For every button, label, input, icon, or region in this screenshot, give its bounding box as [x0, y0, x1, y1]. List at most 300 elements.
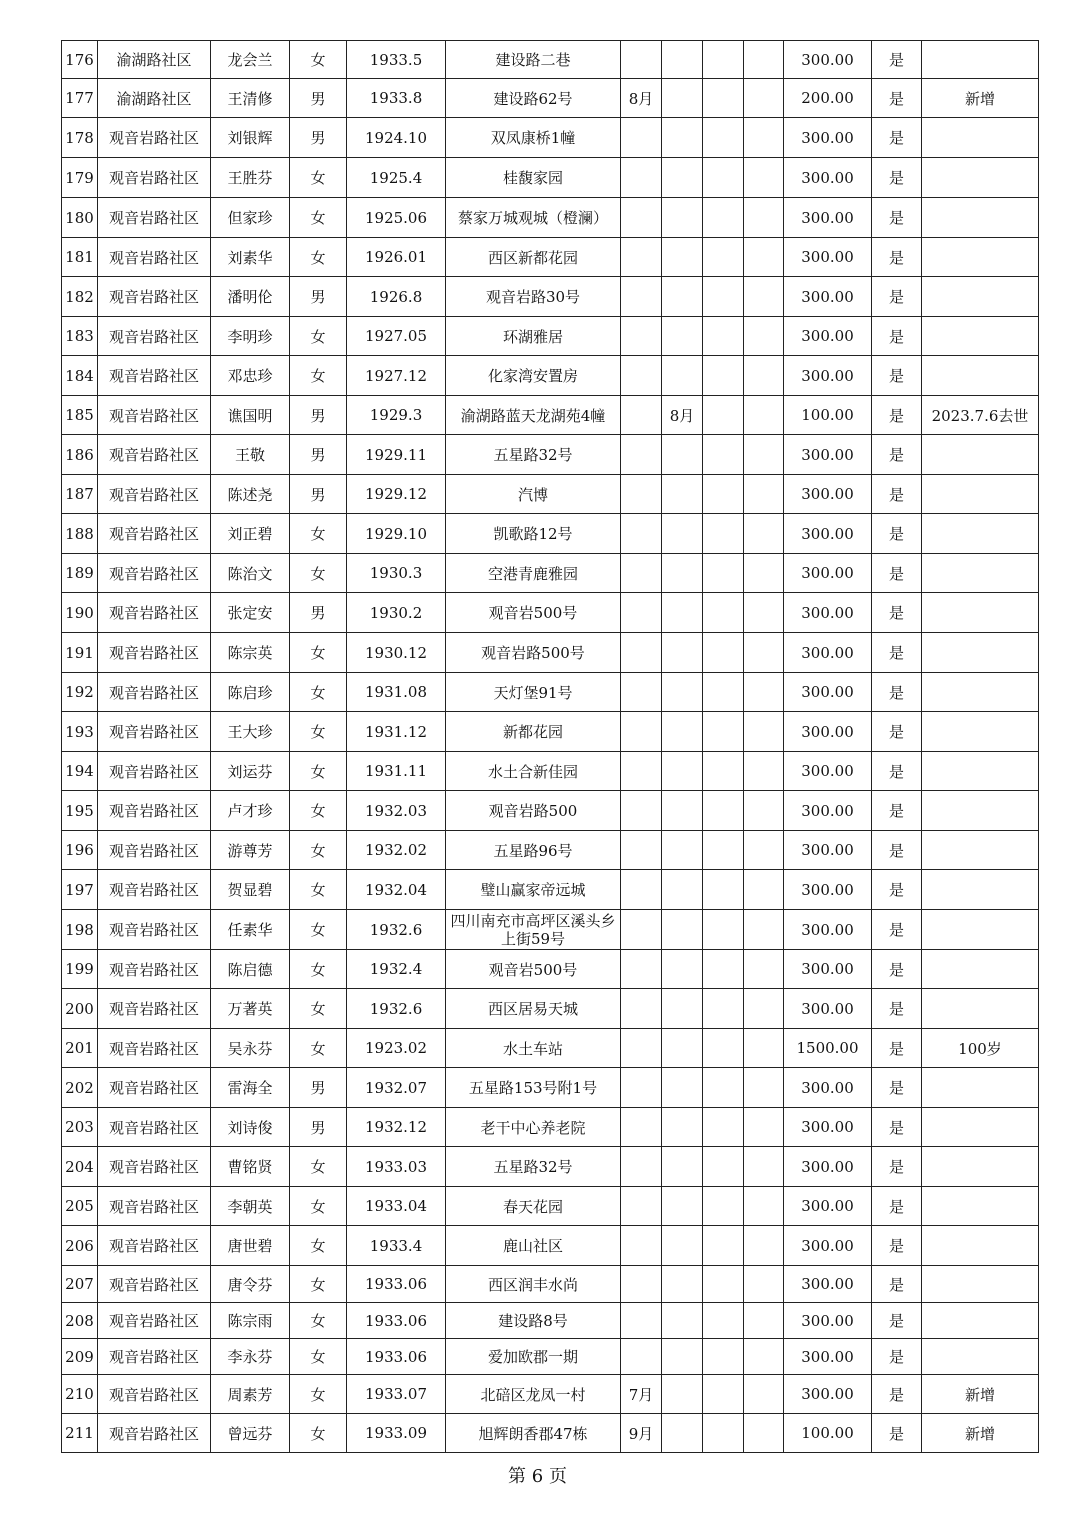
cell-remark: [922, 1187, 1039, 1226]
cell-row-number: 176: [62, 41, 98, 79]
cell-community: 观音岩路社区: [98, 238, 211, 277]
cell-start-month: [621, 1108, 662, 1147]
cell-col-9: [703, 1068, 744, 1108]
cell-stop-month: [662, 633, 703, 673]
cell-remark: 100岁: [922, 1029, 1039, 1068]
cell-subsidy-amount: 300.00: [784, 1303, 872, 1339]
cell-col-10: [744, 989, 784, 1029]
cell-community: 观音岩路社区: [98, 712, 211, 752]
cell-address: 西区润丰水尚: [446, 1266, 621, 1303]
cell-col-9: [703, 712, 744, 752]
cell-birth-date: 1933.4: [347, 1226, 446, 1266]
cell-name: 卢才珍: [211, 791, 290, 831]
table-row: [62, 317, 1039, 356]
cell-col-10: [744, 791, 784, 831]
cell-gender: 女: [290, 317, 347, 356]
cell-name: 邓忠珍: [211, 356, 290, 396]
cell-remark: [922, 435, 1039, 475]
cell-eligible: 是: [872, 1266, 922, 1303]
cell-eligible: 是: [872, 1108, 922, 1147]
cell-address: 双凤康桥1幢: [446, 118, 621, 158]
cell-row-number: 198: [62, 910, 98, 950]
cell-col-10: [744, 118, 784, 158]
table-row: [62, 673, 1039, 712]
cell-subsidy-amount: 300.00: [784, 514, 872, 554]
cell-start-month: [621, 41, 662, 79]
cell-remark: [922, 593, 1039, 633]
cell-eligible: 是: [872, 593, 922, 633]
cell-community: 观音岩路社区: [98, 1147, 211, 1187]
cell-stop-month: [662, 950, 703, 989]
table-row: [62, 198, 1039, 238]
cell-community: 观音岩路社区: [98, 1029, 211, 1068]
cell-subsidy-amount: 300.00: [784, 118, 872, 158]
page-number-footer: 第 6 页: [508, 1466, 567, 1487]
cell-community: 观音岩路社区: [98, 1108, 211, 1147]
table-row: [62, 238, 1039, 277]
cell-row-number: 181: [62, 238, 98, 277]
cell-eligible: 是: [872, 238, 922, 277]
cell-subsidy-amount: 300.00: [784, 277, 872, 317]
table-row: [62, 514, 1039, 554]
table-row: [62, 1375, 1039, 1414]
cell-col-10: [744, 1068, 784, 1108]
cell-col-10: [744, 1108, 784, 1147]
cell-gender: 女: [290, 514, 347, 554]
cell-subsidy-amount: 1500.00: [784, 1029, 872, 1068]
cell-name: 刘素华: [211, 238, 290, 277]
cell-address: 凯歌路12号: [446, 514, 621, 554]
cell-subsidy-amount: 300.00: [784, 238, 872, 277]
cell-birth-date: 1933.04: [347, 1187, 446, 1226]
cell-eligible: 是: [872, 870, 922, 910]
cell-eligible: 是: [872, 41, 922, 79]
cell-row-number: 184: [62, 356, 98, 396]
cell-gender: 女: [290, 791, 347, 831]
cell-start-month: 7月: [621, 1375, 662, 1414]
cell-col-9: [703, 198, 744, 238]
cell-start-month: [621, 633, 662, 673]
cell-name: 张定安: [211, 593, 290, 633]
cell-start-month: [621, 673, 662, 712]
cell-birth-date: 1933.5: [347, 41, 446, 79]
cell-name: 游尊芳: [211, 831, 290, 870]
cell-name: 陈启珍: [211, 673, 290, 712]
cell-name: 吴永芬: [211, 1029, 290, 1068]
cell-address: 五星路96号: [446, 831, 621, 870]
cell-col-9: [703, 396, 744, 435]
cell-stop-month: [662, 593, 703, 633]
cell-remark: [922, 238, 1039, 277]
cell-community: 观音岩路社区: [98, 198, 211, 238]
table-row: [62, 41, 1039, 79]
cell-address: 水土车站: [446, 1029, 621, 1068]
cell-start-month: [621, 158, 662, 198]
cell-col-10: [744, 1303, 784, 1339]
cell-start-month: [621, 277, 662, 317]
cell-gender: 男: [290, 118, 347, 158]
cell-col-10: [744, 633, 784, 673]
cell-col-9: [703, 1339, 744, 1375]
cell-remark: [922, 791, 1039, 831]
cell-col-9: [703, 1414, 744, 1453]
cell-col-10: [744, 752, 784, 791]
cell-col-9: [703, 435, 744, 475]
cell-start-month: [621, 989, 662, 1029]
cell-col-10: [744, 950, 784, 989]
table-row: [62, 475, 1039, 514]
cell-remark: [922, 1068, 1039, 1108]
cell-start-month: [621, 1068, 662, 1108]
cell-gender: 男: [290, 593, 347, 633]
cell-remark: 新增: [922, 1375, 1039, 1414]
cell-row-number: 190: [62, 593, 98, 633]
cell-col-10: [744, 910, 784, 950]
cell-community: 观音岩路社区: [98, 633, 211, 673]
cell-birth-date: 1925.4: [347, 158, 446, 198]
table-row: [62, 554, 1039, 593]
cell-eligible: 是: [872, 712, 922, 752]
cell-subsidy-amount: 300.00: [784, 633, 872, 673]
cell-subsidy-amount: 300.00: [784, 989, 872, 1029]
cell-eligible: 是: [872, 1226, 922, 1266]
cell-start-month: [621, 791, 662, 831]
cell-stop-month: [662, 198, 703, 238]
cell-subsidy-amount: 300.00: [784, 475, 872, 514]
cell-name: 陈述尧: [211, 475, 290, 514]
table-row: [62, 1266, 1039, 1303]
cell-col-9: [703, 79, 744, 118]
cell-col-9: [703, 1187, 744, 1226]
cell-name: 王敬: [211, 435, 290, 475]
cell-start-month: [621, 910, 662, 950]
cell-col-10: [744, 673, 784, 712]
cell-col-10: [744, 1147, 784, 1187]
cell-stop-month: [662, 752, 703, 791]
cell-eligible: 是: [872, 633, 922, 673]
cell-remark: [922, 1226, 1039, 1266]
cell-gender: 女: [290, 198, 347, 238]
cell-gender: 女: [290, 673, 347, 712]
table-row: [62, 1029, 1039, 1068]
cell-gender: 男: [290, 475, 347, 514]
cell-community: 观音岩路社区: [98, 870, 211, 910]
cell-col-9: [703, 514, 744, 554]
table-row: [62, 435, 1039, 475]
cell-gender: 女: [290, 831, 347, 870]
cell-birth-date: 1931.11: [347, 752, 446, 791]
cell-stop-month: [662, 514, 703, 554]
cell-remark: [922, 198, 1039, 238]
cell-start-month: [621, 1303, 662, 1339]
table-row: [62, 950, 1039, 989]
cell-remark: [922, 1147, 1039, 1187]
cell-birth-date: 1932.03: [347, 791, 446, 831]
cell-address: 鹿山社区: [446, 1226, 621, 1266]
cell-col-9: [703, 673, 744, 712]
cell-col-9: [703, 277, 744, 317]
cell-name: 陈宗雨: [211, 1303, 290, 1339]
cell-address: 观音岩路30号: [446, 277, 621, 317]
cell-community: 观音岩路社区: [98, 158, 211, 198]
cell-row-number: 189: [62, 554, 98, 593]
cell-start-month: [621, 870, 662, 910]
cell-community: 观音岩路社区: [98, 1339, 211, 1375]
table-row: [62, 910, 1039, 950]
cell-remark: 新增: [922, 79, 1039, 118]
cell-name: 陈启德: [211, 950, 290, 989]
cell-start-month: [621, 1147, 662, 1187]
cell-start-month: [621, 198, 662, 238]
cell-col-10: [744, 356, 784, 396]
cell-col-9: [703, 593, 744, 633]
cell-col-9: [703, 238, 744, 277]
cell-community: 观音岩路社区: [98, 356, 211, 396]
cell-community: 观音岩路社区: [98, 989, 211, 1029]
cell-gender: 男: [290, 1108, 347, 1147]
cell-stop-month: [662, 317, 703, 356]
cell-start-month: [621, 1226, 662, 1266]
cell-gender: 女: [290, 41, 347, 79]
cell-start-month: [621, 514, 662, 554]
table-row: [62, 1147, 1039, 1187]
cell-address: 西区新都花园: [446, 238, 621, 277]
cell-name: 潘明伦: [211, 277, 290, 317]
cell-gender: 男: [290, 435, 347, 475]
cell-subsidy-amount: 300.00: [784, 1147, 872, 1187]
cell-address: 环湖雅居: [446, 317, 621, 356]
cell-birth-date: 1932.6: [347, 989, 446, 1029]
cell-remark: [922, 158, 1039, 198]
cell-address: 水土合新佳园: [446, 752, 621, 791]
cell-name: 周素芳: [211, 1375, 290, 1414]
cell-row-number: 210: [62, 1375, 98, 1414]
pension-roster-table: [61, 40, 1039, 1453]
cell-community: 观音岩路社区: [98, 1303, 211, 1339]
cell-start-month: [621, 554, 662, 593]
table-row: [62, 712, 1039, 752]
cell-subsidy-amount: 300.00: [784, 673, 872, 712]
table-row: [62, 277, 1039, 317]
cell-remark: [922, 950, 1039, 989]
cell-birth-date: 1930.12: [347, 633, 446, 673]
cell-gender: 女: [290, 1339, 347, 1375]
cell-col-9: [703, 950, 744, 989]
cell-birth-date: 1932.02: [347, 831, 446, 870]
cell-row-number: 211: [62, 1414, 98, 1453]
cell-col-9: [703, 791, 744, 831]
cell-col-10: [744, 1414, 784, 1453]
cell-gender: 女: [290, 752, 347, 791]
cell-start-month: [621, 396, 662, 435]
cell-remark: 2023.7.6去世: [922, 396, 1039, 435]
cell-remark: [922, 1108, 1039, 1147]
cell-row-number: 191: [62, 633, 98, 673]
cell-birth-date: 1932.6: [347, 910, 446, 950]
cell-row-number: 200: [62, 989, 98, 1029]
cell-gender: 女: [290, 356, 347, 396]
cell-name: 刘运芬: [211, 752, 290, 791]
cell-subsidy-amount: 300.00: [784, 41, 872, 79]
cell-birth-date: 1931.12: [347, 712, 446, 752]
cell-start-month: [621, 752, 662, 791]
cell-col-10: [744, 514, 784, 554]
cell-birth-date: 1923.02: [347, 1029, 446, 1068]
cell-stop-month: [662, 791, 703, 831]
cell-stop-month: [662, 1029, 703, 1068]
cell-remark: [922, 41, 1039, 79]
cell-address: 天灯堡91号: [446, 673, 621, 712]
cell-stop-month: [662, 1414, 703, 1453]
cell-remark: [922, 1266, 1039, 1303]
cell-col-9: [703, 870, 744, 910]
cell-birth-date: 1927.05: [347, 317, 446, 356]
cell-eligible: 是: [872, 317, 922, 356]
cell-col-10: [744, 475, 784, 514]
cell-gender: 女: [290, 1414, 347, 1453]
cell-name: 王胜芬: [211, 158, 290, 198]
cell-col-10: [744, 1375, 784, 1414]
cell-col-9: [703, 1303, 744, 1339]
cell-start-month: [621, 118, 662, 158]
cell-eligible: 是: [872, 1375, 922, 1414]
table-row: [62, 989, 1039, 1029]
cell-birth-date: 1927.12: [347, 356, 446, 396]
cell-birth-date: 1931.08: [347, 673, 446, 712]
cell-address: 老干中心养老院: [446, 1108, 621, 1147]
cell-stop-month: [662, 831, 703, 870]
cell-subsidy-amount: 300.00: [784, 435, 872, 475]
cell-name: 王清修: [211, 79, 290, 118]
cell-stop-month: [662, 1068, 703, 1108]
table-row: [62, 1303, 1039, 1339]
cell-gender: 女: [290, 910, 347, 950]
table-row: [62, 79, 1039, 118]
cell-remark: [922, 317, 1039, 356]
cell-community: 观音岩路社区: [98, 752, 211, 791]
table-row: [62, 752, 1039, 791]
cell-stop-month: [662, 1339, 703, 1375]
cell-remark: [922, 712, 1039, 752]
cell-subsidy-amount: 300.00: [784, 752, 872, 791]
cell-col-10: [744, 41, 784, 79]
cell-birth-date: 1929.10: [347, 514, 446, 554]
cell-remark: [922, 356, 1039, 396]
cell-name: 刘诗俊: [211, 1108, 290, 1147]
cell-eligible: 是: [872, 396, 922, 435]
cell-address: 五星路32号: [446, 435, 621, 475]
cell-start-month: 9月: [621, 1414, 662, 1453]
cell-eligible: 是: [872, 950, 922, 989]
cell-remark: [922, 277, 1039, 317]
cell-eligible: 是: [872, 1068, 922, 1108]
cell-col-9: [703, 1147, 744, 1187]
cell-name: 王大珍: [211, 712, 290, 752]
cell-birth-date: 1926.01: [347, 238, 446, 277]
cell-birth-date: 1932.12: [347, 1108, 446, 1147]
table-row: [62, 396, 1039, 435]
cell-address: 五星路153号附1号: [446, 1068, 621, 1108]
cell-row-number: 180: [62, 198, 98, 238]
cell-gender: 女: [290, 1147, 347, 1187]
cell-address: 渝湖路蓝天龙湖苑4幢: [446, 396, 621, 435]
cell-name: 刘正碧: [211, 514, 290, 554]
cell-eligible: 是: [872, 1339, 922, 1375]
cell-gender: 女: [290, 158, 347, 198]
cell-address: 汽博: [446, 475, 621, 514]
table-row: [62, 1414, 1039, 1453]
cell-start-month: [621, 1029, 662, 1068]
cell-address: 四川南充市高坪区溪头乡上街59号: [446, 910, 621, 950]
cell-eligible: 是: [872, 989, 922, 1029]
cell-address: 建设路二巷: [446, 41, 621, 79]
cell-stop-month: [662, 1187, 703, 1226]
cell-col-9: [703, 1266, 744, 1303]
cell-eligible: 是: [872, 356, 922, 396]
cell-start-month: [621, 1187, 662, 1226]
cell-name: 但家珍: [211, 198, 290, 238]
cell-gender: 男: [290, 277, 347, 317]
cell-subsidy-amount: 300.00: [784, 1226, 872, 1266]
cell-birth-date: 1929.11: [347, 435, 446, 475]
cell-remark: 新增: [922, 1414, 1039, 1453]
cell-start-month: [621, 712, 662, 752]
cell-col-9: [703, 317, 744, 356]
cell-subsidy-amount: 300.00: [784, 1187, 872, 1226]
table-row: [62, 1187, 1039, 1226]
cell-col-10: [744, 435, 784, 475]
cell-community: 观音岩路社区: [98, 831, 211, 870]
cell-gender: 男: [290, 79, 347, 118]
table-row: [62, 158, 1039, 198]
cell-row-number: 188: [62, 514, 98, 554]
cell-row-number: 197: [62, 870, 98, 910]
cell-address: 新都花园: [446, 712, 621, 752]
cell-gender: 女: [290, 712, 347, 752]
cell-subsidy-amount: 100.00: [784, 396, 872, 435]
cell-name: 陈宗英: [211, 633, 290, 673]
cell-name: 李朝英: [211, 1187, 290, 1226]
table-row: [62, 118, 1039, 158]
cell-name: 龙会兰: [211, 41, 290, 79]
cell-gender: 女: [290, 1375, 347, 1414]
cell-community: 观音岩路社区: [98, 277, 211, 317]
cell-col-10: [744, 317, 784, 356]
cell-birth-date: 1932.04: [347, 870, 446, 910]
cell-address: 空港青鹿雅园: [446, 554, 621, 593]
table-row: [62, 791, 1039, 831]
cell-subsidy-amount: 300.00: [784, 791, 872, 831]
cell-col-10: [744, 554, 784, 593]
cell-birth-date: 1933.06: [347, 1339, 446, 1375]
cell-address: 蔡家万城观城（橙澜）: [446, 198, 621, 238]
cell-address: 璧山赢家帝远城: [446, 870, 621, 910]
cell-gender: 女: [290, 950, 347, 989]
cell-subsidy-amount: 100.00: [784, 1414, 872, 1453]
cell-stop-month: [662, 1147, 703, 1187]
cell-birth-date: 1932.4: [347, 950, 446, 989]
cell-start-month: [621, 1266, 662, 1303]
cell-stop-month: [662, 554, 703, 593]
cell-gender: 男: [290, 1068, 347, 1108]
cell-start-month: [621, 831, 662, 870]
cell-col-9: [703, 158, 744, 198]
cell-remark: [922, 1303, 1039, 1339]
cell-gender: 女: [290, 1226, 347, 1266]
cell-row-number: 177: [62, 79, 98, 118]
cell-col-9: [703, 1375, 744, 1414]
cell-col-9: [703, 554, 744, 593]
